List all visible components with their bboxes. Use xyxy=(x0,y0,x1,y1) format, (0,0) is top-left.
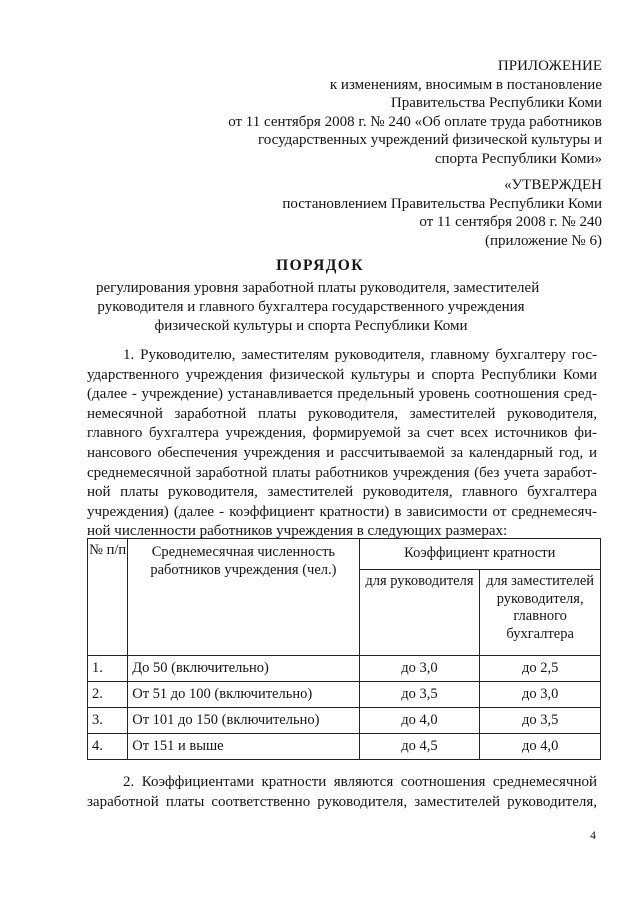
subtitle-line: физической культуры и спорта Республики Коми xyxy=(154,318,468,334)
row-deputies-coefficient: до 2,5 xyxy=(480,656,601,682)
document-title: ПОРЯДОК xyxy=(276,257,364,274)
header-for-deputies: для заместителей руководителя, главного бухгалтера xyxy=(480,570,601,656)
paragraph-line: среднемесячной заработной платы работников учреждения (без учета заработ- xyxy=(87,464,597,481)
header-number: № п/п xyxy=(88,539,128,656)
paragraph-line: учреждения) (далее - коэффициент кратности) в зависимости от среднемесяч- xyxy=(87,503,597,520)
row-staff-size: От 101 до 150 (включительно) xyxy=(128,708,359,734)
table-row xyxy=(88,708,601,734)
row-deputies-coefficient: до 4,0 xyxy=(480,734,601,760)
paragraph-line: немесячной заработной платы руководителя, заместителей руководителя, xyxy=(87,405,597,422)
appendix-line: от 11 сентября 2008 г. № 240 «Об оплате труда работников xyxy=(228,113,602,130)
row-head-coefficient: до 4,0 xyxy=(359,708,480,734)
row-number: 1. xyxy=(88,656,128,682)
paragraph-line: ударственного учреждения физической культуры и спорта Республики Коми xyxy=(87,366,597,383)
table-row xyxy=(88,734,601,760)
paragraph-line: (далее - учреждение) устанавливается предельный уровень соотношения сред- xyxy=(87,386,597,403)
appendix-line: государственных учреждений физической культуры и xyxy=(257,132,602,148)
header-coefficient: Коэффициент кратности xyxy=(359,539,600,570)
approval-line: от 11 сентября 2008 г. № 240 xyxy=(419,214,602,230)
paragraph-line: нансового обеспечения учреждения и рассчитываемой за календарный год, и xyxy=(87,444,597,461)
paragraph-line: ной платы руководителя, заместителей руководителя, главного бухгалтера xyxy=(87,484,597,501)
paragraph-2 xyxy=(87,773,597,812)
row-number: 4. xyxy=(88,734,128,760)
paragraph-line: 1. Руководителю, заместителям руководителя, главному бухгалтеру гос- xyxy=(123,347,597,363)
appendix-heading: ПРИЛОЖЕНИЕ xyxy=(497,58,602,74)
approval-line: постановлением Правительства Республики Коми xyxy=(282,195,602,212)
page-number: 4 xyxy=(590,828,596,842)
appendix-line: к изменениям, вносимым в постановление xyxy=(329,76,602,93)
approval-line: «УТВЕРЖДЕН xyxy=(504,177,602,193)
row-head-coefficient: до 3,5 xyxy=(359,682,480,708)
paragraph-line: заработной платы соответственно руководителя, заместителей руководителя, xyxy=(87,793,597,810)
table-row xyxy=(88,656,601,682)
appendix-header xyxy=(228,57,602,168)
row-deputies-coefficient: до 3,0 xyxy=(480,682,601,708)
row-head-coefficient: до 3,0 xyxy=(359,656,480,682)
appendix-line: Правительства Республики Коми xyxy=(390,95,602,111)
paragraph-line: главного бухгалтера учреждения, формируемой за счет всех источников фи- xyxy=(87,425,597,442)
document-subtitle xyxy=(96,279,540,336)
approval-stamp xyxy=(282,176,602,250)
row-staff-size: До 50 (включительно) xyxy=(128,656,359,682)
header-for-head: для руководителя xyxy=(359,570,480,656)
approval-line: (приложение № 6) xyxy=(484,232,602,249)
paragraph-line: ной численности работников учреждения в следующих размерах: xyxy=(87,523,508,540)
table-row xyxy=(88,682,601,708)
coefficient-table xyxy=(87,538,601,760)
row-deputies-coefficient: до 3,5 xyxy=(480,708,601,734)
subtitle-line: руководителя и главного бухгалтера государственного учреждения xyxy=(97,299,525,315)
row-head-coefficient: до 4,5 xyxy=(359,734,480,760)
row-staff-size: От 151 и выше xyxy=(128,734,359,760)
paragraph-1 xyxy=(87,346,597,542)
row-staff-size: От 51 до 100 (включительно) xyxy=(128,682,359,708)
row-number: 3. xyxy=(88,708,128,734)
subtitle-line: регулирования уровня заработной платы руководителя, заместителей xyxy=(96,280,540,296)
appendix-line: спорта Республики Коми» xyxy=(434,150,602,167)
header-staff-size: Среднемесячная численность работников учреждения (чел.) xyxy=(128,539,359,656)
row-number: 2. xyxy=(88,682,128,708)
paragraph-line: 2. Коэффициентами кратности являются соотношения среднемесячной xyxy=(123,774,597,790)
